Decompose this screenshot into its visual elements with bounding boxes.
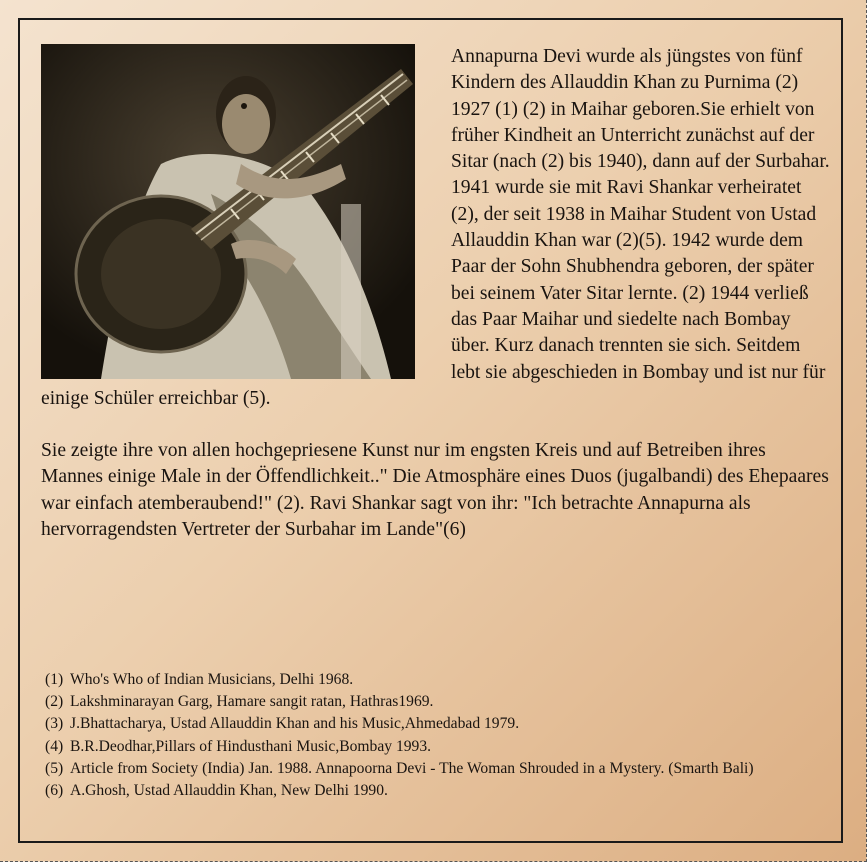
reference-item <box>45 669 825 691</box>
reference-number: (2) <box>45 693 64 711</box>
reference-item <box>45 736 825 758</box>
portrait-photo <box>41 44 415 379</box>
article-body <box>41 44 831 543</box>
reference-text: J.Bhattacharya, Ustad Allauddin Khan and his Music,Ahmedabad 1979. <box>70 715 520 733</box>
reference-text: B.R.Deodhar,Pillars of Hindusthani Music,Bombay 1993. <box>70 737 432 755</box>
reference-list <box>45 669 825 802</box>
reference-text: Article from Society (India) Jan. 1988. Annapoorna Devi - The Woman Shrouded in a Mystery. (Smarth Bali) <box>70 759 754 777</box>
reference-item <box>45 691 825 713</box>
reference-number: (5) <box>45 759 64 777</box>
sitar-player-photo-icon <box>41 44 415 379</box>
paragraph-2: Sie zeigte ihre von allen hochgepriesene Kunst nur im engsten Kreis und auf Betreiben ihres Mannes einige Male in der Öffendlichkeit.." Die Atmosphäre eines Duos (jugalbandi) des Ehepaares war einfach atemberaubend!" (2). Ravi Shankar sagt von ihr: "Ich betrachte Annapurna als hervorragendsten Vertreter der Surbahar im Lande"(6) <box>41 440 829 541</box>
paragraph-1: Annapurna Devi wurde als jüngstes von fünf Kindern des Allauddin Khan zu Purnima (2) 1927 (1) (2) in Maihar geboren.Sie erhielt von früher Kindheit an Unterricht zunächst auf der Sitar (nach (2) bis 1940), dann auf der Surbahar. 1941 wurde sie mit Ravi Shankar verheiratet (2), der seit 1938 in Maihar Student von Ustad Allauddin Khan war (2)(5). 1942 wurde dem Paar der Sohn Shubhendra geboren, der später bei seinem Vater Sitar lernte. (2) 1944 verließ das Paar Maihar und siedelte nach Bombay über. Kurz danach trennten sie sich. Seitdem lebt sie abgeschieden in Bombay und ist nur für einige Schüler erreichbar (5). <box>41 46 830 409</box>
reference-item <box>45 758 825 780</box>
reference-number: (6) <box>45 782 64 800</box>
reference-item <box>45 713 825 735</box>
reference-number: (4) <box>45 737 64 755</box>
reference-number: (3) <box>45 715 64 733</box>
reference-text: A.Ghosh, Ustad Allauddin Khan, New Delhi 1990. <box>70 782 388 800</box>
reference-text: Lakshminarayan Garg, Hamare sangit ratan, Hathras1969. <box>70 693 434 711</box>
reference-item <box>45 780 825 802</box>
reference-text: Who's Who of Indian Musicians, Delhi 1968. <box>70 671 354 688</box>
reference-number: (1) <box>45 671 64 688</box>
